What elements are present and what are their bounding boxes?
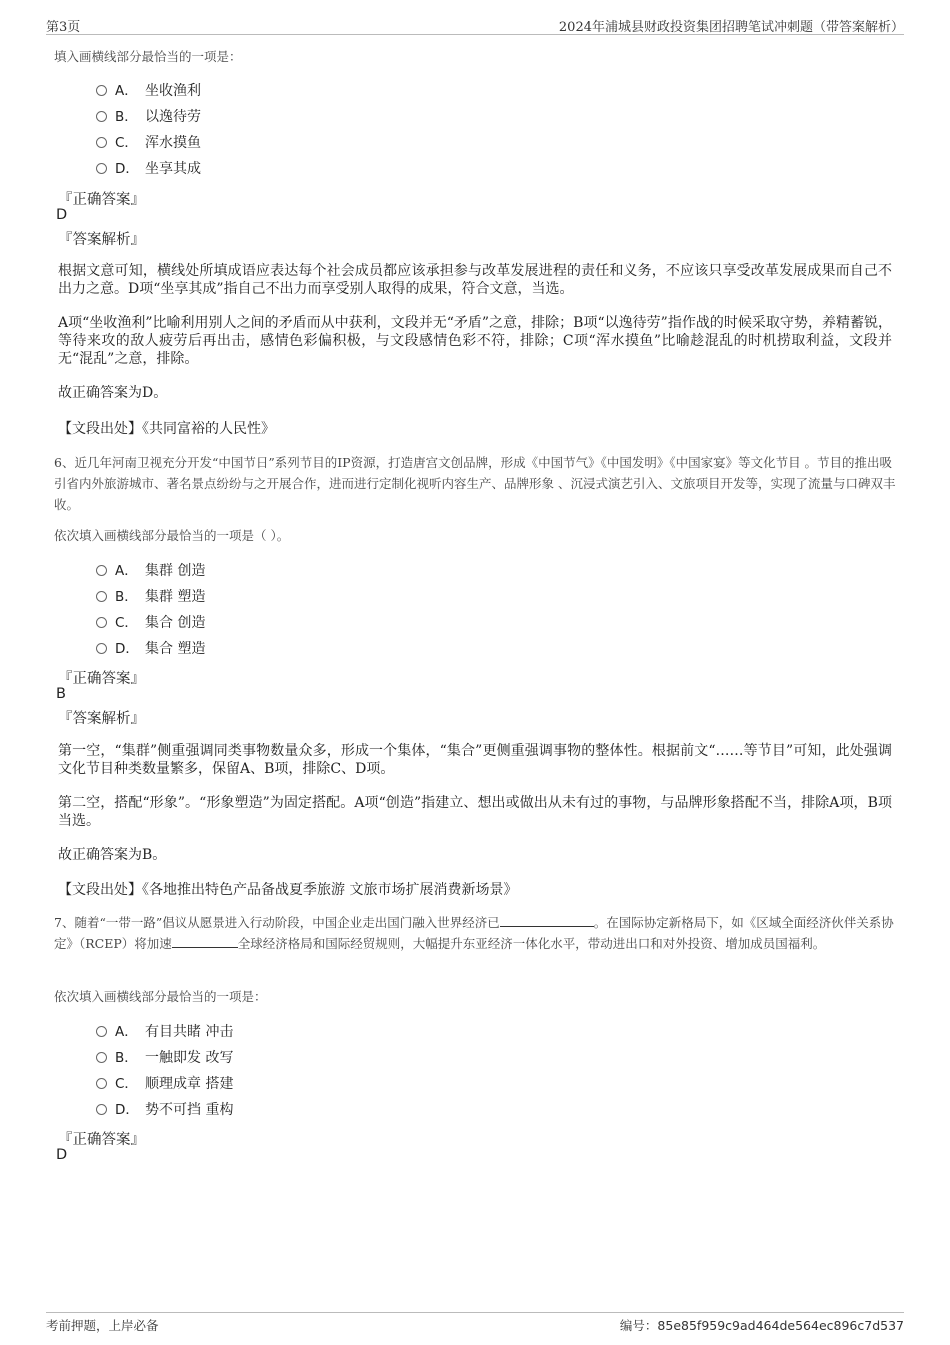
q7-option-b[interactable]: B． 一触即发 改写 bbox=[96, 1048, 233, 1068]
q6-analysis-p1: 第一空，“集群”侧重强调同类事物数量众多，形成一个集体，“集合”更侧重强调事物的整体性。根据前文“……等节目”可知，此处强调文化节目种类数量繁多，保留A、B项，排除C、D项。 bbox=[58, 743, 892, 777]
radio-icon[interactable] bbox=[96, 1052, 107, 1063]
radio-icon[interactable] bbox=[96, 565, 107, 576]
q7-answer-label: 『正确答案』 bbox=[58, 1132, 145, 1148]
page-number: 第3页 bbox=[46, 20, 81, 35]
q5-answer-label: 『正确答案』 bbox=[58, 192, 145, 208]
q5-option-b[interactable]: B． 以逸待劳 bbox=[96, 107, 201, 127]
radio-icon[interactable] bbox=[96, 137, 107, 148]
q6-analysis-p2: 第二空，搭配“形象”。“形象塑造”为固定搭配。A项“创造”指建立、想出或做出从未有过的事物，与品牌形象搭配不当，排除A项，B项当选。 bbox=[58, 795, 892, 829]
q5-analysis-p2: A项“坐收渔利”比喻利用别人之间的矛盾而从中获利，文段并无“矛盾”之意，排除；B项“以逸待劳”指作战的时候采取守势，养精蓄锐，等待来攻的敌人疲劳后再出击，感情色彩偏积极，与文段感情色彩不符，排除；C项“浑水摸鱼”比喻趁混乱的时机捞取利益，文段并无“混乱”之意，排除。 bbox=[58, 315, 892, 367]
q6-answer: B bbox=[56, 686, 66, 702]
q5-prompt: 填入画横线部分最恰当的一项是： bbox=[54, 49, 242, 64]
q6-analysis-p3: 故正确答案为B。 bbox=[58, 847, 167, 863]
q5-option-d[interactable]: D． 坐享其成 bbox=[96, 159, 201, 179]
q7-option-c[interactable]: C． 顺理成章 搭建 bbox=[96, 1074, 233, 1094]
radio-icon[interactable] bbox=[96, 1026, 107, 1037]
footer-serial: 编号：85e85f959c9ad464de564ec896c7d537 bbox=[619, 1318, 904, 1333]
q6-option-b[interactable]: B． 集群 塑造 bbox=[96, 587, 205, 607]
q7-prompt: 依次填入画横线部分最恰当的一项是： bbox=[54, 989, 267, 1004]
q5-option-a[interactable]: A． 坐收渔利 bbox=[96, 81, 201, 101]
q6-option-d[interactable]: D． 集合 塑造 bbox=[96, 639, 205, 659]
q5-option-c[interactable]: C． 浑水摸鱼 bbox=[96, 133, 201, 153]
q6-analysis-label: 『答案解析』 bbox=[58, 711, 145, 727]
q6-option-a[interactable]: A． 集群 创造 bbox=[96, 561, 205, 581]
radio-icon[interactable] bbox=[96, 1104, 107, 1115]
blank-1 bbox=[500, 914, 594, 927]
q5-analysis-p3: 故正确答案为D。 bbox=[58, 385, 168, 401]
q7-option-d[interactable]: D． 势不可挡 重构 bbox=[96, 1100, 233, 1120]
page-footer bbox=[46, 1312, 904, 1333]
page-header bbox=[46, 14, 904, 35]
q7-answer: D bbox=[56, 1147, 68, 1163]
q5-analysis-label: 『答案解析』 bbox=[58, 232, 145, 248]
document-title: 2024年浦城县财政投资集团招聘笔试冲刺题（带答案解析） bbox=[558, 20, 904, 35]
q7-option-a[interactable]: A． 有目共睹 冲击 bbox=[96, 1022, 233, 1042]
q5-answer: D bbox=[56, 207, 68, 223]
q5-source: 【文段出处】《共同富裕的人民性》 bbox=[58, 421, 275, 437]
footer-slogan: 考前押题，上岸必备 bbox=[46, 1318, 159, 1333]
q5-analysis-p1: 根据文意可知，横线处所填成语应表达每个社会成员都应该承担参与改革发展进程的责任和义务，不应该只享受改革发展成果而自己不出力之意。D项“坐享其成”指自己不出力而享受别人取得的成果，符合文意，当选。 bbox=[58, 263, 892, 297]
q6-answer-label: 『正确答案』 bbox=[58, 671, 145, 687]
blank-2 bbox=[172, 935, 238, 948]
q6-source: 【文段出处】《各地推出特色产品备战夏季旅游 文旅市场扩展消费新场景》 bbox=[58, 882, 518, 898]
radio-icon[interactable] bbox=[96, 617, 107, 628]
radio-icon[interactable] bbox=[96, 163, 107, 174]
q6-stem: 6、近几年河南卫视充分开发“中国节日”系列节目的IP资源，打造唐宫文创品牌，形成《中国节气》《中国发明》《中国家宴》等文化节目 。节目的推出吸引省内外旅游城市、著名景点纷纷与之开展合作，进而进行定制化视听内容生产、品牌形象 、沉浸式演艺引入、文旅项目开发等，实现了流量与口碑双丰收。 bbox=[54, 455, 896, 512]
radio-icon[interactable] bbox=[96, 591, 107, 602]
radio-icon[interactable] bbox=[96, 643, 107, 654]
q6-option-c[interactable]: C． 集合 创造 bbox=[96, 613, 205, 633]
radio-icon[interactable] bbox=[96, 1078, 107, 1089]
q6-prompt: 依次填入画横线部分最恰当的一项是（ ）。 bbox=[54, 528, 290, 543]
radio-icon[interactable] bbox=[96, 85, 107, 96]
radio-icon[interactable] bbox=[96, 111, 107, 122]
q7-stem: 7、随着“一带一路”倡议从愿景进入行动阶段，中国企业走出国门融入世界经济已 。在国际协定新格局下，如《区域全面经济伙伴关系协定》（RCEP）将加速 全球经济格局和国际经贸规则，大幅提升东亚经济一体化水平，带动进出口和对外投资、增加成员国福利。 bbox=[54, 915, 894, 951]
